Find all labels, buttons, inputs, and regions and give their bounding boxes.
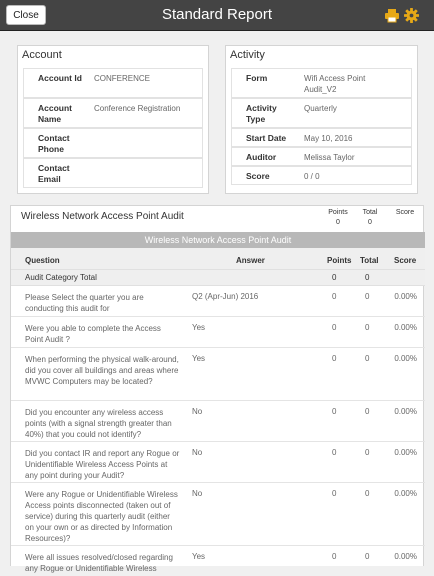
- activity-title: Activity: [230, 49, 265, 61]
- category-label: Audit Category Total: [25, 273, 97, 282]
- page-title: Standard Report: [161, 6, 273, 23]
- col-points: Points: [327, 256, 352, 265]
- points-value: 0: [332, 407, 337, 416]
- score-value: 0.00%: [394, 448, 417, 457]
- col-answer: Answer: [236, 256, 265, 265]
- account-id-label: Account Id: [38, 73, 82, 83]
- printer-icon[interactable]: [385, 9, 399, 22]
- total-value: 0: [365, 448, 370, 457]
- score-value: 0.00%: [394, 292, 417, 301]
- report-title: Wireless Network Access Point Audit: [21, 211, 184, 222]
- account-card: [17, 45, 209, 194]
- category-total-row: [11, 270, 425, 286]
- points-value: 0: [332, 323, 337, 332]
- account-id-value: CONFERENCE: [94, 74, 151, 83]
- col-question: Question: [25, 256, 60, 265]
- total-value: 0: [365, 292, 370, 301]
- account-name-value: Conference Registration: [94, 104, 181, 113]
- answer-text: No: [192, 448, 203, 457]
- score-value: 0.00%: [394, 407, 417, 416]
- score-value: 0.00%: [394, 323, 417, 332]
- gear-icon[interactable]: [404, 8, 419, 23]
- contact-phone-label: Contact Phone: [38, 133, 70, 154]
- total-value: 0: [365, 552, 370, 561]
- answer-text: No: [192, 489, 203, 498]
- table-row: [11, 546, 425, 576]
- total-value: 0: [365, 489, 370, 498]
- question-text: Did you contact IR and report any Rogue or Unidentifiable Wireless Access Points at any point during your Audit?: [25, 449, 180, 480]
- auditor-value: Melissa Taylor: [304, 153, 355, 162]
- table-row: [11, 401, 425, 442]
- activity-row-auditor: [231, 147, 412, 166]
- question-text: Please Select the quarter you are conducting this audit for: [25, 293, 144, 313]
- points-value: 0: [332, 448, 337, 457]
- summary-total-value: 0: [368, 219, 372, 226]
- activity-card: [225, 45, 418, 194]
- activity-type-value: Quarterly: [304, 104, 337, 113]
- score-value: 0 / 0: [304, 172, 320, 181]
- contact-email-label: Contact Email: [38, 163, 70, 184]
- summary-score-label: Score: [395, 209, 415, 216]
- table-row: [11, 442, 425, 483]
- summary-total-label: Total: [362, 209, 378, 216]
- points-value: 0: [332, 354, 337, 363]
- account-row-phone: [23, 128, 203, 158]
- activity-row-start-date: [231, 128, 412, 147]
- table-row: [11, 317, 425, 348]
- category-total: 0: [365, 273, 370, 282]
- activity-row-form: [231, 68, 412, 98]
- total-value: 0: [365, 323, 370, 332]
- score-value: 0.00%: [394, 552, 417, 561]
- activity-row-score: [231, 166, 412, 185]
- question-text: Were all issues resolved/closed regarding any Rogue or Unidentifiable Wireless: [25, 553, 173, 573]
- answer-text: Yes: [192, 323, 206, 332]
- section-band-title: Wireless Network Access Point Audit: [11, 232, 425, 248]
- form-label: Form: [246, 73, 268, 83]
- table-row: [11, 483, 425, 546]
- question-text: Did you encounter any wireless access points (with a signal strength greater than 40%) that you could not identify?: [25, 408, 172, 439]
- activity-type-label: Activity Type: [246, 103, 277, 124]
- total-value: 0: [365, 354, 370, 363]
- auditor-label: Auditor: [246, 152, 277, 162]
- points-value: 0: [332, 552, 337, 561]
- score-value: 0.00%: [394, 489, 417, 498]
- top-bar: [0, 0, 434, 31]
- score-value: 0.00%: [394, 354, 417, 363]
- points-value: 0: [332, 489, 337, 498]
- account-row-id: [23, 68, 203, 98]
- account-title: Account: [22, 49, 62, 61]
- col-total: Total: [360, 256, 379, 265]
- answer-text: Yes: [192, 552, 206, 561]
- question-text: When performing the physical walk-around, did you cover all buildings and areas where MVWC Computers may be located?: [25, 355, 179, 386]
- start-date-label: Start Date: [246, 133, 287, 143]
- total-value: 0: [365, 407, 370, 416]
- summary-points-label: Points: [328, 209, 348, 216]
- points-value: 0: [332, 292, 337, 301]
- close-button[interactable]: Close: [6, 5, 46, 25]
- account-row-name: [23, 98, 203, 128]
- answer-text: No: [192, 407, 203, 416]
- account-row-email: [23, 158, 203, 188]
- table-row: [11, 286, 425, 317]
- question-text: Were any Rogue or Unidentifiable Wireless Access points disconnected (taken out of service) during this quarterly audit (either on your own or as directed by Information Resources)?: [25, 490, 178, 543]
- col-score: Score: [394, 256, 417, 265]
- score-label: Score: [246, 171, 270, 181]
- start-date-value: May 10, 2016: [304, 134, 353, 143]
- form-value: Wifi Access Point Audit_V2: [304, 74, 366, 94]
- column-header-row: [11, 248, 425, 270]
- table-row: [11, 348, 425, 401]
- summary-points-value: 0: [336, 219, 340, 226]
- activity-row-type: [231, 98, 412, 128]
- answer-text: Yes: [192, 354, 206, 363]
- question-text: Were you able to complete the Access Point Audit ?: [25, 324, 161, 344]
- account-name-label: Account Name: [38, 103, 72, 124]
- report-section: [10, 205, 424, 573]
- answer-text: Q2 (Apr-Jun) 2016: [192, 292, 259, 301]
- category-points: 0: [332, 273, 337, 282]
